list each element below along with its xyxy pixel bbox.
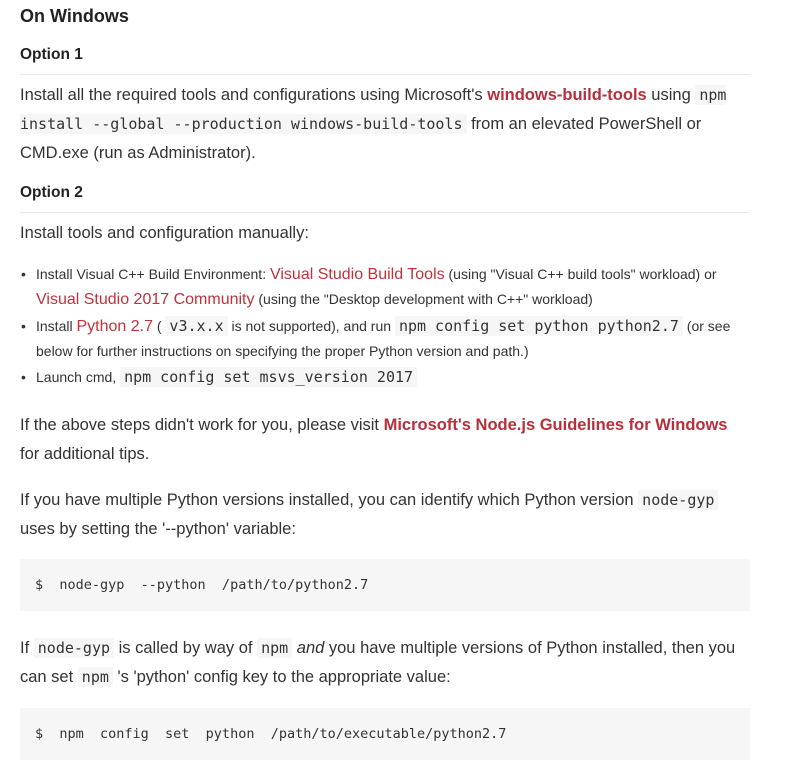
- npm-python-paragraph: If node-gyp is called by way of npm and you have multiple versions of Python installed, then you can set npm 's 'python' config key to the appropriate value:: [20, 639, 736, 686]
- option2-divider: [20, 212, 750, 213]
- multiple-python-paragraph: If you have multiple Python versions installed, you can identify which Python version node-gyp uses by setting the '--python' variable:: [20, 486, 745, 544]
- nodejs-guidelines-link[interactable]: Microsoft's Node.js Guidelines for Windows: [383, 416, 728, 434]
- visual-studio-2017-community-link[interactable]: Visual Studio 2017 Community: [36, 291, 255, 308]
- option2-steps-list: [20, 262, 750, 389]
- npm-code: npm: [257, 638, 292, 658]
- option1-paragraph: Install all the required tools and configurations using Microsoft's windows-build-tools using npm install --global --production windows-build-tools from an elevated PowerShell or CMD.exe (run as Administrator).: [20, 86, 727, 162]
- python-27-link[interactable]: Python 2.7: [76, 318, 153, 335]
- node-gyp-code: node-gyp: [638, 490, 718, 510]
- list-item: • Launch cmd, npm config set msvs_version 2017: [20, 365, 750, 389]
- code-block-npm-config: $ npm config set python /path/to/executable/python2.7: [20, 708, 750, 760]
- npm-code: npm: [78, 667, 113, 687]
- option2-heading: Option 2: [20, 184, 83, 201]
- tips-paragraph: If the above steps didn't work for you, please visit Microsoft's Node.js Guidelines for Windows for additional tips.: [20, 416, 728, 463]
- install-command-code: npm install --global --production windows-build-tools: [20, 86, 727, 133]
- npm-config-msvs-code: npm config set msvs_version 2017: [120, 367, 417, 387]
- version-code: v3.x.x: [165, 316, 227, 336]
- npm-config-python-code: npm config set python python2.7: [395, 316, 683, 336]
- windows-build-tools-link[interactable]: windows-build-tools: [487, 86, 647, 104]
- list-item: • Install Python 2.7 ( v3.x.x is not supported), and run npm config set python python2.7 (or see below for further instructions on specifying the proper Python version and path.): [20, 314, 750, 363]
- node-gyp-code: node-gyp: [34, 638, 114, 658]
- option1-divider: [20, 74, 750, 75]
- option1-heading: Option 1: [20, 46, 83, 63]
- list-item: • Install Visual C++ Build Environment: Visual Studio Build Tools (using "Visual C++ build tools" workload) or Visual Studio 2017 Community (using the "Desktop development with C++" workload): [20, 262, 750, 312]
- visual-studio-build-tools-link[interactable]: Visual Studio Build Tools: [269, 266, 445, 283]
- code-block-node-gyp: $ node-gyp --python /path/to/python2.7: [20, 559, 750, 611]
- emphasis: and: [296, 639, 325, 657]
- section-heading: On Windows: [20, 6, 129, 26]
- option2-intro: Install tools and configuration manually:: [20, 224, 309, 242]
